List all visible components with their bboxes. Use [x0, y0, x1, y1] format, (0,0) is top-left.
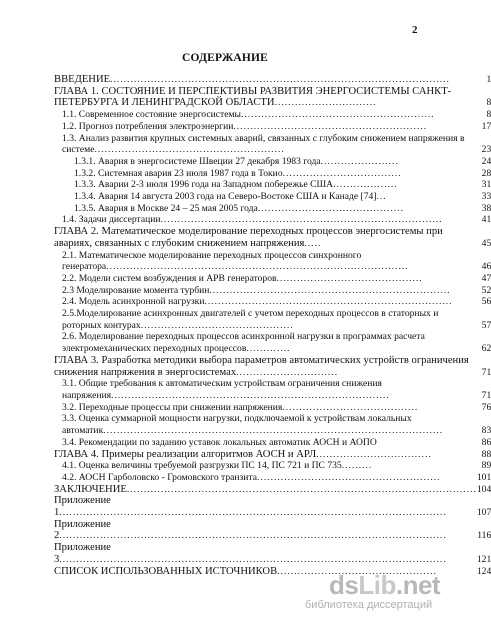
toc-page-number: 71: [481, 366, 491, 378]
toc-page-number: 116: [477, 530, 491, 542]
toc-entry: [54, 168, 491, 180]
toc-entry-title: 1.1. Современное состояние энергосистемы: [62, 109, 241, 121]
toc-entry-title: 2.3 Моделирование момента турбин: [62, 284, 210, 296]
toc-entry: [54, 74, 491, 86]
toc-entry-title: 1.2. Прогноз потребления электроэнергии: [62, 120, 234, 132]
toc-entry-title: 1.3.1. Авария в энергосистеме Швеции 27 декабря 1983 года: [74, 155, 321, 167]
toc-entry: [54, 484, 491, 496]
toc-page-number: 31: [481, 179, 491, 191]
toc-page-number: 83: [481, 425, 491, 437]
toc-page-number: 47: [481, 272, 491, 284]
toc-page-number: 1: [486, 74, 491, 85]
toc-leader-dots: ..................................: [316, 448, 432, 460]
toc-page-number: 76: [481, 401, 491, 413]
toc-leader-dots: ...................: [333, 179, 398, 191]
toc-leader-dots: .....: [304, 237, 322, 249]
toc-leader-dots: ........................................: [282, 401, 419, 413]
toc-entry-title: ВВЕДЕНИЕ: [54, 74, 111, 85]
toc-leader-dots: .........: [341, 460, 373, 472]
toc-leader-dots: .........................................................: [240, 109, 435, 121]
toc-entry-title: 3.3. Оценка суммарной мощности нагрузки, подключаемой к устройствам локальных автоматик: [62, 413, 412, 437]
toc-page-number: 124: [476, 565, 491, 577]
toc-title: СОДЕРЖАНИЕ: [181, 52, 269, 64]
toc-entry-title: 2.6. Моделирование переходных процессов асинхронной нагрузки в программах расчета электромеханических переходных процессов: [62, 331, 425, 355]
toc-entry: [54, 285, 491, 297]
toc-page-number: 8: [486, 97, 491, 109]
toc-entry-title: 3.2. Переходные процессы при снижении напряжения: [62, 401, 283, 413]
toc-entry-title: ГЛАВА 1. СОСТОЯНИЕ И ПЕРСПЕКТИВЫ РАЗВИТИЯ ЭНЕРГОСИСТЕМЫ САНКТ-ПЕТЕРБУРГА И ЛЕНИНГРАДСКОЙ ОБЛАСТИ: [54, 85, 452, 109]
toc-entry: [54, 86, 491, 109]
toc-leader-dots: ...............................................: [277, 565, 437, 577]
toc-leader-dots: .......................................................................: [209, 284, 451, 296]
toc-entry: [54, 273, 491, 285]
watermark-caption: библиотека диссертаций: [305, 599, 433, 611]
toc-page-number: 71: [481, 389, 491, 401]
toc-leader-dots: ...................................: [282, 167, 402, 179]
toc-entry-title: Приложение 3: [54, 542, 111, 565]
toc-entry: [54, 495, 491, 518]
toc-entry: [54, 214, 491, 226]
toc-entry-title: ЗАКЛЮЧЕНИЕ: [54, 483, 127, 495]
toc-page-number: 88: [481, 448, 491, 460]
toc-page-number: 41: [481, 214, 491, 226]
toc-entry-title: Приложение 2: [54, 518, 111, 542]
toc-entry-title: СПИСОК ИСПОЛЬЗОВАННЫХ ИСТОЧНИКОВ: [54, 565, 278, 577]
toc-leader-dots: ......................................................: [257, 471, 441, 483]
toc-leader-dots: .......................................................................................................: [126, 483, 477, 495]
toc-leader-dots: .............................................: [140, 319, 294, 331]
table-of-contents: [54, 74, 491, 577]
toc-leader-dots: .............: [246, 343, 291, 355]
toc-leader-dots: ..................................................................................: [111, 389, 390, 401]
toc-entry-title: 1.4. Задачи диссертации: [62, 214, 161, 226]
toc-entry-title: 2.2. Модели систем возбуждения и АРВ генераторов: [62, 272, 277, 284]
toc-entry: [54, 109, 491, 121]
toc-page-number: 62: [481, 343, 491, 355]
toc-page-number: 46: [481, 261, 491, 273]
toc-page-number: 107: [476, 507, 491, 519]
toc-entry: [54, 308, 491, 331]
toc-entry: [54, 226, 491, 249]
toc-entry: [54, 250, 491, 273]
toc-leader-dots: .........................................................................................: [106, 261, 409, 273]
toc-entry: [54, 413, 491, 436]
toc-page-number: 45: [481, 237, 491, 249]
toc-entry-title: 4.2. АОСН Гарболовско - Громовского транзита: [62, 471, 258, 483]
toc-entry: [54, 355, 491, 378]
toc-entry: [54, 203, 491, 215]
toc-entry: [54, 542, 491, 565]
toc-page-number: 33: [481, 191, 491, 203]
toc-page-number: 56: [481, 296, 491, 308]
page-number: 2: [412, 24, 418, 36]
toc-entry: [54, 437, 491, 449]
toc-page-number: 28: [481, 167, 491, 179]
toc-entry-title: 1.3.2. Системная авария 23 июля 1987 года в Токио: [74, 167, 283, 179]
toc-entry: [54, 191, 491, 203]
toc-entry: [54, 121, 491, 133]
toc-leader-dots: .........................................................................: [204, 296, 453, 308]
toc-entry-title: ГЛАВА 2. Математическое моделирование переходных процессов энергосистемы при авариях, связанных с глубоким снижением напряжения: [54, 226, 443, 249]
toc-page-number: 23: [481, 144, 491, 156]
toc-entry: [54, 402, 491, 414]
toc-entry: [54, 378, 491, 401]
toc-entry-title: 1.3. Анализ развития крупных системных аварий, связанных с глубоким снижением напряжения в системе: [62, 132, 465, 156]
toc-page-number: 101: [476, 471, 491, 483]
toc-entry: [54, 156, 491, 168]
toc-page-number: 57: [481, 319, 491, 331]
toc-leader-dots: ..............................: [236, 366, 339, 378]
toc-entry: [54, 296, 491, 308]
toc-entry-title: ГЛАВА 4. Примеры реализации алгоритмов АОСН и АРЛ: [54, 448, 317, 460]
toc-leader-dots: .......................: [320, 155, 399, 167]
toc-entry: [54, 460, 491, 472]
toc-page-number: 8: [486, 109, 491, 121]
watermark-logo: dsLib.net: [329, 570, 441, 600]
toc-leader-dots: ...................................................................................: [160, 214, 443, 226]
toc-page-number: 38: [481, 202, 491, 214]
toc-leader-dots: ..............................: [274, 97, 377, 109]
toc-entry-title: 2.4. Модель асинхронной нагрузки: [62, 296, 205, 308]
toc-entry-title: Приложение 1: [54, 495, 111, 519]
toc-leader-dots: ...: [376, 191, 387, 203]
toc-leader-dots: ....................................................................................................: [110, 74, 450, 85]
toc-entry: [54, 472, 491, 484]
toc-page-number: 52: [481, 284, 491, 296]
toc-entry: [54, 179, 491, 191]
toc-leader-dots: ...........................................: [257, 202, 404, 214]
toc-page-number: 86: [481, 436, 491, 448]
toc-entry: [54, 519, 491, 542]
toc-page-number: 121: [476, 553, 491, 565]
toc-leader-dots: ...........................................: [276, 272, 423, 284]
toc-page-number: 89: [481, 460, 491, 472]
toc-entry-title: 3.1. Общие требования к автоматическим устройствам ограничения снижения напряжения: [62, 378, 382, 401]
toc-leader-dots: .........................................................: [233, 120, 428, 132]
toc-entry-title: 3.4. Рекомендации по заданию уставок локальных автоматик АОСН и АОПО: [62, 436, 377, 448]
toc-page-number: 104: [476, 483, 491, 495]
toc-entry-title: 1.3.4. Авария 14 августа 2003 года на Северо-Востоке США и Канаде [74]: [74, 191, 377, 203]
toc-leader-dots: ........................................................: [94, 144, 285, 156]
toc-page-number: 24: [481, 155, 491, 167]
toc-entry-title: 4.1. Оценка величины требуемой разгрузки ПС 14, ПС 721 и ПС 735: [62, 460, 342, 472]
toc-entry: [54, 133, 491, 156]
toc-entry-title: 2.5.Моделирование асинхронных двигателей с учетом переходных процессов в статорных и роторных контурах: [62, 308, 439, 331]
toc-entry-title: ГЛАВА 3. Разработка методики выбора параметров автоматических устройств ограничения снижения напряжения в энергосистемах: [54, 354, 469, 378]
toc-entry: [54, 331, 491, 354]
toc-entry: [54, 449, 491, 461]
toc-entry-title: 1.3.5. Авария в Москве 24 – 25 мая 2005 года: [74, 202, 258, 214]
toc-page-number: 17: [481, 120, 491, 132]
toc-leader-dots: ....................................................................................................: [103, 425, 444, 437]
toc-leader-dots: ..................................................................................................................: [59, 553, 447, 565]
toc-entry-title: 2.1. Математическое моделирование переходных процессов синхронного генератора: [62, 249, 362, 273]
toc-leader-dots: ..................................................................................................................: [59, 507, 447, 519]
toc-leader-dots: ..................................................................................................................: [59, 530, 447, 542]
toc-entry-title: 1.3.3. Аварии 2-3 июля 1996 года на Западном побережье США: [74, 179, 334, 191]
